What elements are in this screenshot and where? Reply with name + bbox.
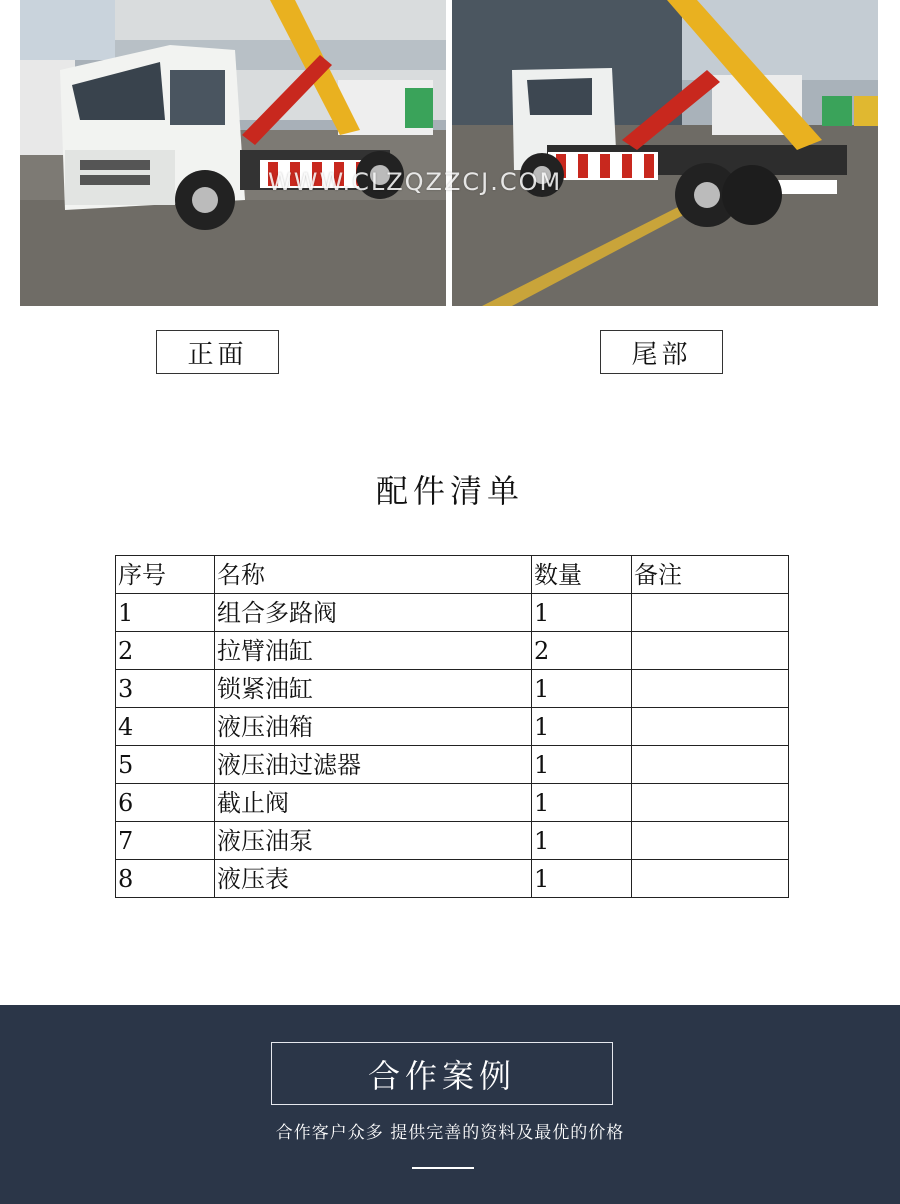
- row-note: [632, 670, 789, 708]
- table-row: [116, 632, 789, 670]
- row-name: 截止阀: [215, 784, 532, 822]
- row-note: [632, 860, 789, 898]
- row-name: 液压油泵: [215, 822, 532, 860]
- row-note: [632, 708, 789, 746]
- row-name: 液压油箱: [215, 708, 532, 746]
- row-number: 8: [116, 860, 215, 898]
- row-name: 液压表: [215, 860, 532, 898]
- row-name: 锁紧油缸: [215, 670, 532, 708]
- row-number: 6: [116, 784, 215, 822]
- rear-view-caption: 尾部: [600, 330, 723, 374]
- cooperation-cases-heading: 合作案例: [271, 1042, 613, 1105]
- row-quantity: 1: [532, 746, 632, 784]
- truck-rear-photo: [452, 0, 878, 306]
- row-quantity: 1: [532, 784, 632, 822]
- row-quantity: 1: [532, 708, 632, 746]
- table-row: [116, 670, 789, 708]
- cooperation-footer: [0, 1005, 900, 1204]
- table-row: [116, 594, 789, 632]
- header-number: 序号: [116, 556, 215, 594]
- row-note: [632, 746, 789, 784]
- table-row: [116, 784, 789, 822]
- site-watermark: WWW.CLZQZZCJ.COM: [268, 168, 563, 196]
- table-row: [116, 708, 789, 746]
- cooperation-tagline: 合作客户众多 提供完善的资料及最优的价格: [275, 1123, 625, 1143]
- parts-table: [115, 555, 789, 898]
- row-quantity: 2: [532, 632, 632, 670]
- parts-list-title: 配件清单: [375, 472, 524, 510]
- row-note: [632, 594, 789, 632]
- truck-front-photo: [20, 0, 446, 306]
- row-number: 1: [116, 594, 215, 632]
- header-name: 名称: [215, 556, 532, 594]
- row-quantity: 1: [532, 670, 632, 708]
- table-header-row: [116, 556, 789, 594]
- truck-front-illustration: [20, 0, 446, 306]
- row-note: [632, 822, 789, 860]
- table-row: [116, 860, 789, 898]
- row-name: 组合多路阀: [215, 594, 532, 632]
- table-row: [116, 822, 789, 860]
- row-name: 拉臂油缸: [215, 632, 532, 670]
- row-note: [632, 632, 789, 670]
- front-view-caption: 正面: [156, 330, 279, 374]
- table-row: [116, 746, 789, 784]
- footer-divider: [412, 1167, 474, 1169]
- row-number: 7: [116, 822, 215, 860]
- row-number: 3: [116, 670, 215, 708]
- header-note: 备注: [632, 556, 789, 594]
- truck-rear-illustration: [452, 0, 878, 306]
- header-quantity: 数量: [532, 556, 632, 594]
- row-number: 4: [116, 708, 215, 746]
- row-number: 2: [116, 632, 215, 670]
- row-number: 5: [116, 746, 215, 784]
- row-note: [632, 784, 789, 822]
- row-quantity: 1: [532, 822, 632, 860]
- row-name: 液压油过滤器: [215, 746, 532, 784]
- row-quantity: 1: [532, 594, 632, 632]
- row-quantity: 1: [532, 860, 632, 898]
